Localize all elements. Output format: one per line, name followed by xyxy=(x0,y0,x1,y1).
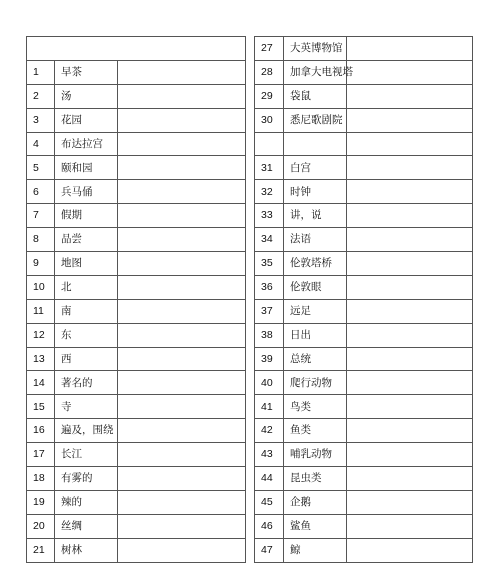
vocab-word: 大英博物馆 xyxy=(284,37,347,61)
row-number: 37 xyxy=(255,299,284,323)
table-row xyxy=(255,204,473,228)
row-number: 11 xyxy=(27,299,55,323)
table-row xyxy=(255,228,473,252)
row-number: 36 xyxy=(255,275,284,299)
blank-answer-cell xyxy=(347,443,473,467)
row-number: 9 xyxy=(27,252,55,276)
table-row xyxy=(27,538,246,562)
table-row xyxy=(27,371,246,395)
blank-answer-cell xyxy=(118,538,246,562)
blank-answer-cell xyxy=(347,84,473,108)
table-row xyxy=(27,467,246,491)
table-row xyxy=(27,228,246,252)
table-row xyxy=(27,108,246,132)
row-number: 31 xyxy=(255,156,284,180)
blank-answer-cell xyxy=(118,84,246,108)
vocab-word: 兵马俑 xyxy=(55,180,118,204)
blank-answer-cell xyxy=(347,467,473,491)
row-number: 29 xyxy=(255,84,284,108)
vocab-word: 白宫 xyxy=(284,156,347,180)
row-number: 12 xyxy=(27,323,55,347)
vocab-word xyxy=(284,132,347,156)
blank-answer-cell xyxy=(347,538,473,562)
vocab-word: 颐和园 xyxy=(55,156,118,180)
row-number: 17 xyxy=(27,443,55,467)
row-number: 45 xyxy=(255,490,284,514)
table-row xyxy=(255,443,473,467)
blank-answer-cell xyxy=(118,204,246,228)
blank-answer-cell xyxy=(118,514,246,538)
table-row xyxy=(27,323,246,347)
vocab-word: 法语 xyxy=(284,228,347,252)
blank-answer-cell xyxy=(347,252,473,276)
vocab-word: 袋鼠 xyxy=(284,84,347,108)
vocab-word: 花园 xyxy=(55,108,118,132)
row-number: 44 xyxy=(255,467,284,491)
blank-answer-cell xyxy=(118,467,246,491)
blank-answer-cell xyxy=(347,37,473,61)
row-number: 7 xyxy=(27,204,55,228)
blank-answer-cell xyxy=(118,371,246,395)
vocab-word: 长江 xyxy=(55,443,118,467)
blank-answer-cell xyxy=(118,419,246,443)
blank-answer-cell xyxy=(347,323,473,347)
header-cell xyxy=(27,37,246,61)
blank-answer-cell xyxy=(347,60,473,84)
table-row xyxy=(255,60,473,84)
row-number xyxy=(255,132,284,156)
blank-answer-cell xyxy=(347,395,473,419)
row-number: 6 xyxy=(27,180,55,204)
table-header-row xyxy=(27,37,246,61)
table-row xyxy=(27,395,246,419)
vocab-word: 品尝 xyxy=(55,228,118,252)
blank-answer-cell xyxy=(118,395,246,419)
vocab-word: 有雾的 xyxy=(55,467,118,491)
row-number: 43 xyxy=(255,443,284,467)
row-number: 3 xyxy=(27,108,55,132)
blank-answer-cell xyxy=(347,275,473,299)
blank-answer-cell xyxy=(118,443,246,467)
row-number: 2 xyxy=(27,84,55,108)
row-number: 42 xyxy=(255,419,284,443)
blank-answer-cell xyxy=(347,108,473,132)
table-row xyxy=(255,347,473,371)
row-number: 38 xyxy=(255,323,284,347)
row-number: 15 xyxy=(27,395,55,419)
table-row xyxy=(27,299,246,323)
table-row xyxy=(255,132,473,156)
table-row xyxy=(255,84,473,108)
vocab-word: 昆虫类 xyxy=(284,467,347,491)
row-number: 16 xyxy=(27,419,55,443)
vocab-word: 东 xyxy=(55,323,118,347)
table-row xyxy=(255,538,473,562)
table-row xyxy=(27,180,246,204)
row-number: 5 xyxy=(27,156,55,180)
row-number: 28 xyxy=(255,60,284,84)
row-number: 41 xyxy=(255,395,284,419)
vocab-word: 汤 xyxy=(55,84,118,108)
table-row xyxy=(255,323,473,347)
blank-answer-cell xyxy=(347,156,473,180)
vocabulary-table-right xyxy=(254,36,473,563)
blank-answer-cell xyxy=(118,252,246,276)
blank-answer-cell xyxy=(118,108,246,132)
right-table-body xyxy=(255,37,473,563)
row-number: 30 xyxy=(255,108,284,132)
table-row xyxy=(27,443,246,467)
row-number: 19 xyxy=(27,490,55,514)
row-number: 13 xyxy=(27,347,55,371)
table-row xyxy=(255,37,473,61)
vocab-word: 伦敦眼 xyxy=(284,275,347,299)
blank-answer-cell xyxy=(347,419,473,443)
vocab-word: 爬行动物 xyxy=(284,371,347,395)
vocab-word: 鲨鱼 xyxy=(284,514,347,538)
blank-answer-cell xyxy=(347,228,473,252)
vocab-word: 远足 xyxy=(284,299,347,323)
left-table-body xyxy=(27,37,246,563)
table-row xyxy=(27,514,246,538)
vocabulary-table-left xyxy=(26,36,246,563)
row-number: 20 xyxy=(27,514,55,538)
blank-answer-cell xyxy=(118,180,246,204)
blank-answer-cell xyxy=(118,490,246,514)
vocab-word: 加拿大电视塔 xyxy=(284,60,347,84)
row-number: 4 xyxy=(27,132,55,156)
table-row xyxy=(27,60,246,84)
vocab-word: 早茶 xyxy=(55,60,118,84)
vocab-word: 树林 xyxy=(55,538,118,562)
row-number: 32 xyxy=(255,180,284,204)
blank-answer-cell xyxy=(118,299,246,323)
blank-answer-cell xyxy=(118,275,246,299)
blank-answer-cell xyxy=(118,132,246,156)
vocab-word: 著名的 xyxy=(55,371,118,395)
vocab-word: 企鹅 xyxy=(284,490,347,514)
row-number: 27 xyxy=(255,37,284,61)
table-row xyxy=(27,490,246,514)
row-number: 33 xyxy=(255,204,284,228)
row-number: 46 xyxy=(255,514,284,538)
blank-answer-cell xyxy=(347,132,473,156)
table-row xyxy=(255,514,473,538)
vocab-word: 假期 xyxy=(55,204,118,228)
row-number: 1 xyxy=(27,60,55,84)
table-row xyxy=(255,252,473,276)
blank-answer-cell xyxy=(347,514,473,538)
table-row xyxy=(255,490,473,514)
vocab-word: 伦敦塔桥 xyxy=(284,252,347,276)
blank-answer-cell xyxy=(118,323,246,347)
row-number: 21 xyxy=(27,538,55,562)
table-row xyxy=(255,371,473,395)
vocab-word: 南 xyxy=(55,299,118,323)
row-number: 34 xyxy=(255,228,284,252)
vocab-word: 北 xyxy=(55,275,118,299)
table-row xyxy=(255,275,473,299)
table-row xyxy=(27,275,246,299)
vocab-word: 西 xyxy=(55,347,118,371)
blank-answer-cell xyxy=(118,228,246,252)
row-number: 39 xyxy=(255,347,284,371)
table-row xyxy=(27,204,246,228)
vocab-word: 辣的 xyxy=(55,490,118,514)
vocab-word: 遍及，围绕 xyxy=(55,419,118,443)
table-row xyxy=(255,156,473,180)
blank-answer-cell xyxy=(347,299,473,323)
table-row xyxy=(27,156,246,180)
vocab-word: 讲，说 xyxy=(284,204,347,228)
row-number: 8 xyxy=(27,228,55,252)
blank-answer-cell xyxy=(118,156,246,180)
vocab-word: 鱼类 xyxy=(284,419,347,443)
table-row xyxy=(255,180,473,204)
table-row xyxy=(255,467,473,491)
table-row xyxy=(255,299,473,323)
vocab-word: 哺乳动物 xyxy=(284,443,347,467)
blank-answer-cell xyxy=(347,490,473,514)
row-number: 47 xyxy=(255,538,284,562)
blank-answer-cell xyxy=(347,347,473,371)
table-row xyxy=(27,132,246,156)
blank-answer-cell xyxy=(118,60,246,84)
blank-answer-cell xyxy=(347,371,473,395)
row-number: 18 xyxy=(27,467,55,491)
row-number: 10 xyxy=(27,275,55,299)
row-number: 35 xyxy=(255,252,284,276)
table-row xyxy=(27,252,246,276)
vocab-word: 鸟类 xyxy=(284,395,347,419)
table-row xyxy=(255,419,473,443)
vocab-word: 鲸 xyxy=(284,538,347,562)
vocab-word: 丝绸 xyxy=(55,514,118,538)
blank-answer-cell xyxy=(347,180,473,204)
vocab-word: 布达拉宫 xyxy=(55,132,118,156)
table-row xyxy=(27,347,246,371)
table-row xyxy=(255,395,473,419)
vocab-word: 时钟 xyxy=(284,180,347,204)
vocab-word: 总统 xyxy=(284,347,347,371)
vocab-word: 日出 xyxy=(284,323,347,347)
table-row xyxy=(27,84,246,108)
table-row xyxy=(255,108,473,132)
row-number: 14 xyxy=(27,371,55,395)
row-number: 40 xyxy=(255,371,284,395)
vocab-word: 地图 xyxy=(55,252,118,276)
vocab-word: 寺 xyxy=(55,395,118,419)
blank-answer-cell xyxy=(347,204,473,228)
vocab-word: 悉尼歌剧院 xyxy=(284,108,347,132)
table-row xyxy=(27,419,246,443)
blank-answer-cell xyxy=(118,347,246,371)
